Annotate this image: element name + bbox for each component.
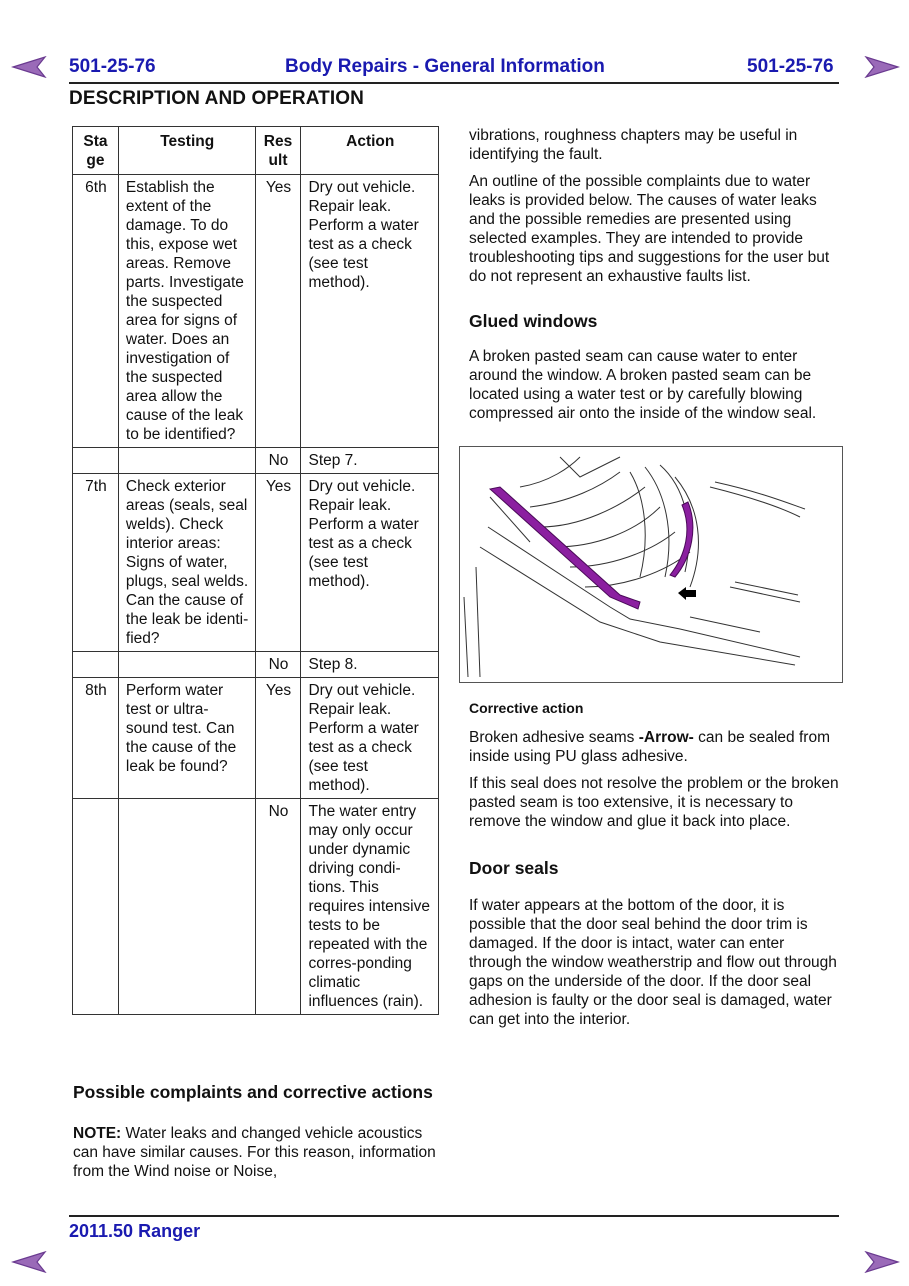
result-cell: No: [255, 799, 301, 1015]
complaints-heading: Possible complaints and corrective actions: [73, 1082, 433, 1102]
stage-cell: 7th: [73, 474, 119, 652]
next-page-icon-bottom[interactable]: [864, 1251, 900, 1273]
paragraph: If this seal does not resolve the problem or the broken pasted seam is too extensive, it is necessary to remove the window and glue it back into place.: [469, 775, 839, 830]
paragraph: If water appears at the bottom of the door, it is possible that the door seal behind the door trim is damaged. If the door is intact, water can enter through the window weatherstrip and flow out through gaps on the underside of the door. If the door seal adhesion is faulty or the door seal is damaged, water can get into the interior.: [469, 897, 837, 1028]
action-cell: Dry out vehicle. Repair leak. Perform a water test as a check (see test method).: [301, 175, 439, 448]
testing-cell: [118, 448, 255, 474]
right-column-text-bottom: [469, 699, 841, 1037]
glued-windows-heading: Glued windows: [469, 311, 598, 331]
stage-cell: 8th: [73, 678, 119, 799]
door-seals-heading: Door seals: [469, 858, 559, 878]
right-column-text-top: [469, 126, 841, 431]
arrow-label: -Arrow-: [638, 729, 694, 746]
left-column-text: [73, 1082, 443, 1181]
stage-cell: [73, 652, 119, 678]
page-header-title: Body Repairs - General Information: [285, 56, 605, 77]
column-header-testing: Testing: [118, 127, 255, 175]
window-seal-illustration: [459, 446, 843, 683]
corrective-text-pre: Broken adhesive seams: [469, 729, 639, 746]
note-paragraph: [73, 1124, 443, 1181]
column-header-action: Action: [301, 127, 439, 175]
corrective-text-post: can be sealed from inside using PU glass adhesive.: [469, 729, 830, 765]
testing-cell: Check exterior areas (seals, seal welds). Check interior areas: Signs of water, plugs, seal welds. Can the cause of the leak be identi-fied?: [118, 474, 255, 652]
corrective-paragraph: [469, 728, 841, 766]
table-row: [73, 678, 439, 799]
table-row: [73, 448, 439, 474]
testing-cell: [118, 652, 255, 678]
action-cell: Step 7.: [301, 448, 439, 474]
column-header-result: Res ult: [255, 127, 301, 175]
section-title: DESCRIPTION AND OPERATION: [69, 88, 364, 109]
result-cell: Yes: [255, 474, 301, 652]
stage-cell: [73, 799, 119, 1015]
action-cell: Dry out vehicle. Repair leak. Perform a water test as a check (see test method).: [301, 678, 439, 799]
header-rule: [69, 82, 839, 84]
action-cell: Dry out vehicle. Repair leak. Perform a water test as a check (see test method).: [301, 474, 439, 652]
result-cell: Yes: [255, 678, 301, 799]
page-number-left: 501-25-76: [69, 56, 156, 77]
testing-cell: Perform water test or ultra-sound test. Can the cause of the leak be found?: [118, 678, 255, 799]
table-row: [73, 474, 439, 652]
window-seal-drawing: [460, 447, 842, 682]
testing-cell: [118, 799, 255, 1015]
paragraph: vibrations, roughness chapters may be useful in identifying the fault.: [469, 127, 798, 163]
column-header-stage: Sta ge: [73, 127, 119, 175]
table-row: [73, 799, 439, 1015]
paragraph: A broken pasted seam can cause water to enter around the window. A broken pasted seam can be located using a water test or by carefully blowing compressed air onto the inside of the window seal.: [469, 348, 817, 422]
note-text: Water leaks and changed vehicle acoustics can have similar causes. For this reason, information from the Wind noise or Noise,: [73, 1125, 436, 1180]
footer-rule: [69, 1215, 839, 1217]
result-cell: No: [255, 448, 301, 474]
next-page-icon-top[interactable]: [864, 56, 900, 78]
stage-cell: 6th: [73, 175, 119, 448]
result-cell: No: [255, 652, 301, 678]
table-header-row: [73, 127, 439, 175]
result-cell: Yes: [255, 175, 301, 448]
action-cell: Step 8.: [301, 652, 439, 678]
prev-page-icon-top[interactable]: [11, 56, 47, 78]
table-row: [73, 652, 439, 678]
prev-page-icon-bottom[interactable]: [11, 1251, 47, 1273]
arrow-indicator-icon: [678, 587, 696, 600]
page-number-right: 501-25-76: [747, 56, 834, 77]
stage-cell: [73, 448, 119, 474]
action-cell: The water entry may only occur under dynamic driving condi-tions. This requires intensive tests to be repeated with the corres-ponding climatic influences (rain).: [301, 799, 439, 1015]
diagnostic-steps-table: [72, 126, 439, 1015]
testing-cell: Establish the extent of the damage. To do this, expose wet areas. Remove parts. Investigate the suspected area for signs of water. Does an investigation of the suspected area allow the cause of the leak to be identified?: [118, 175, 255, 448]
paragraph: An outline of the possible complaints due to water leaks is provided below. The causes of water leaks and the possible remedies are presented using selected examples. They are intended to provide troubleshooting tips and suggestions for the user but do not represent an exhaustive faults list.: [469, 173, 830, 285]
note-label: NOTE:: [73, 1125, 122, 1142]
corrective-action-heading: Corrective action: [469, 700, 584, 716]
footer-model: 2011.50 Ranger: [69, 1221, 201, 1241]
table-row: [73, 175, 439, 448]
